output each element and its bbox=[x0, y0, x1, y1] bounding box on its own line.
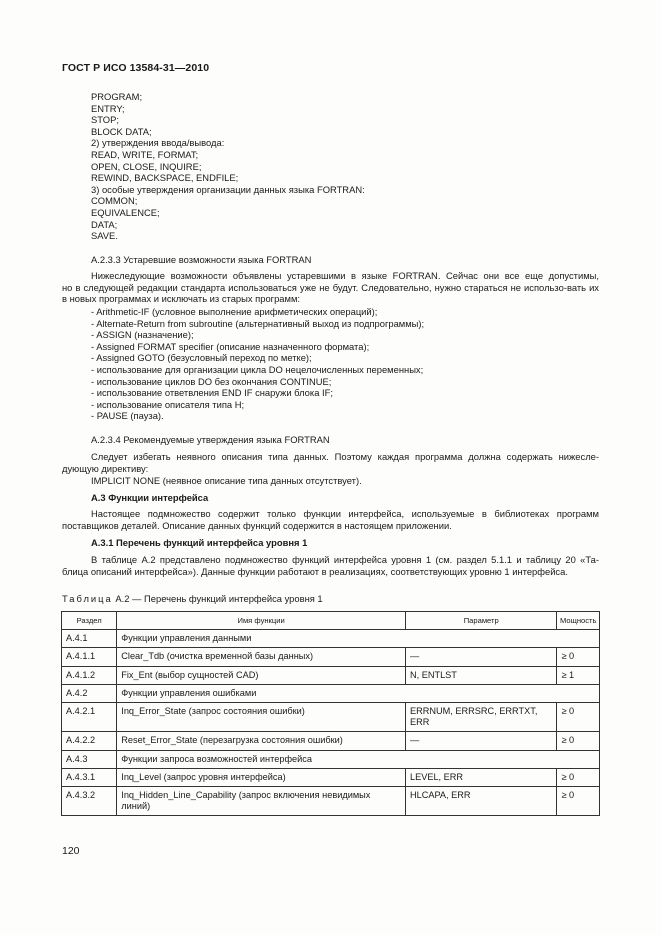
cell-parameter: N, ENTLST bbox=[405, 666, 557, 684]
table-row bbox=[62, 703, 600, 732]
header-cardinality: Мощность bbox=[557, 612, 600, 630]
section-title-a-3-1: А.3.1 Перечень функций интерфейса уровня 1 bbox=[91, 537, 308, 548]
list-item: - Arithmetic-IF (условное выполнение арифметических операций); bbox=[91, 306, 378, 317]
list-item: - PAUSE (пауза). bbox=[91, 410, 164, 422]
list-item: - Assigned FORMAT specifier (описание назначенного формата); bbox=[91, 340, 370, 352]
header-section: Раздел bbox=[62, 612, 117, 630]
section-title-a-2-3-4: А.2.3.4 Рекомендуемые утверждения языка FORTRAN bbox=[91, 434, 330, 445]
list-item: READ, WRITE, FORMAT; bbox=[91, 149, 199, 160]
paragraph-first-line: Нижеследующие возможности объявлены устаревшими в языке FORTRAN. Сейчас они все еще допустимы, bbox=[91, 270, 599, 281]
page-number: 120 bbox=[62, 845, 80, 857]
list-item: EQUIVALENCE; bbox=[91, 207, 160, 218]
table-row bbox=[62, 732, 600, 750]
cell-parameter: — bbox=[405, 648, 557, 666]
table-header-row bbox=[62, 612, 600, 630]
cell-cardinality: ≥ 0 bbox=[557, 648, 600, 666]
cell-section: А.4.2.1 bbox=[62, 703, 117, 732]
implicit-none-directive: IMPLICIT NONE (неявное описание типа данных отсутствует). bbox=[91, 475, 362, 486]
cell-function-name: Inq_Error_State (запрос состояния ошибки) bbox=[117, 703, 406, 732]
list-item: - использование циклов DO без окончания CONTINUE; bbox=[91, 375, 332, 387]
table-row bbox=[62, 684, 600, 702]
table-row bbox=[62, 666, 600, 684]
table-row bbox=[62, 750, 600, 768]
cell-parameter: LEVEL, ERR bbox=[405, 768, 557, 786]
list-item: - ASSIGN (назначение); bbox=[91, 329, 194, 341]
table-caption bbox=[62, 593, 323, 604]
list-item: COMMON; bbox=[91, 195, 138, 207]
section-title-a-3: А.3 Функции интерфейса bbox=[91, 492, 209, 503]
list-item: - использование описателя типа H; bbox=[91, 398, 245, 410]
table-row bbox=[62, 648, 600, 666]
paragraph-continuation: дующую директиву: bbox=[62, 462, 149, 474]
cell-group-title: Функции управления данными bbox=[117, 630, 600, 648]
table-caption-text: А.2 — Перечень функций интерфейса уровня 1 bbox=[112, 593, 323, 604]
cell-function-name: Clear_Tdb (очистка временной базы данных) bbox=[117, 648, 406, 666]
cell-section: А.4.2.2 bbox=[62, 732, 117, 750]
table-row bbox=[62, 768, 600, 786]
paragraph-first-line: Следует избегать неявного описания типа данных. Поэтому каждая программа должна содержать нижесле- bbox=[91, 451, 599, 462]
cell-section: А.4.1 bbox=[62, 630, 117, 648]
list-item: PROGRAM; bbox=[91, 91, 143, 102]
cell-parameter: — bbox=[405, 732, 557, 750]
cell-cardinality: ≥ 0 bbox=[557, 703, 600, 732]
list-item: 2) утверждения ввода/вывода: bbox=[91, 137, 225, 149]
list-item: - Alternate-Return from subroutine (альтернативный выход из подпрограммы); bbox=[91, 317, 425, 329]
list-item: REWIND, BACKSPACE, ENDFILE; bbox=[91, 172, 239, 184]
list-item: STOP; bbox=[91, 114, 119, 126]
document-header: ГОСТ Р ИСО 13584-31—2010 bbox=[62, 62, 210, 74]
list-item: BLOCK DATA; bbox=[91, 125, 152, 137]
table-row bbox=[62, 630, 600, 648]
list-item: SAVE. bbox=[91, 230, 118, 242]
paragraph-first-line: Настоящее подмножество содержит только функции интерфейса, используемые в библиотеках программ bbox=[91, 508, 599, 519]
section-title-a-2-3-3: А.2.3.3 Устаревшие возможности языка FORTRAN bbox=[91, 254, 312, 265]
paragraph-continuation: но в следующей редакции стандарта использоваться уже не будут. Следовательно, нужно стараться не использо-вать их в новых программах и исключать из старых программ: bbox=[62, 281, 599, 305]
list-item: 3) особые утверждения организации данных языка FORTRAN: bbox=[91, 183, 365, 195]
cell-function-name: Fix_Ent (выбор сущностей CAD) bbox=[117, 666, 406, 684]
cell-section: А.4.3.1 bbox=[62, 768, 117, 786]
paragraph-continuation: блица описаний интерфейса»). Данные функции работают в реализациях, соответствующих уровню 1 интерфейса. bbox=[62, 565, 568, 577]
cell-cardinality: ≥ 0 bbox=[557, 787, 600, 816]
cell-cardinality: ≥ 0 bbox=[557, 768, 600, 786]
interface-functions-table bbox=[61, 611, 600, 816]
paragraph-obsolete-features bbox=[62, 270, 599, 305]
header-function-name: Имя функции bbox=[117, 612, 406, 630]
table-caption-word: Таблица bbox=[62, 593, 113, 604]
cell-section: А.4.1.1 bbox=[62, 648, 117, 666]
cell-parameter: ERRNUM, ERRSRC, ERRTXT, ERR bbox=[405, 703, 557, 732]
cell-cardinality: ≥ 1 bbox=[557, 666, 600, 684]
cell-section: А.4.3.2 bbox=[62, 787, 117, 816]
list-item: - использование ответвления END IF снаружи блока IF; bbox=[91, 387, 333, 399]
cell-section: А.4.3 bbox=[62, 750, 117, 768]
paragraph-first-line: В таблице А.2 представлено подмножество функций интерфейса уровня 1 (см. раздел 5.1.1 и таблицу 20 «Та- bbox=[91, 554, 599, 565]
cell-group-title: Функции запроса возможностей интерфейса bbox=[117, 750, 600, 768]
paragraph-continuation: поставщиков деталей. Описание данных функций содержится в настоящем приложении. bbox=[62, 519, 452, 531]
cell-group-title: Функции управления ошибками bbox=[117, 684, 600, 702]
cell-function-name: Inq_Hidden_Line_Capability (запрос включения невидимых линий) bbox=[117, 787, 406, 816]
list-item: ENTRY; bbox=[91, 102, 125, 114]
cell-parameter: HLCAPA, ERR bbox=[405, 787, 557, 816]
cell-function-name: Reset_Error_State (перезагрузка состояния ошибки) bbox=[117, 732, 406, 750]
table-row bbox=[62, 787, 600, 816]
list-item: - Assigned GOTO (безусловный переход по метке); bbox=[91, 352, 312, 364]
cell-function-name: Inq_Level (запрос уровня интерфейса) bbox=[117, 768, 406, 786]
list-item: DATA; bbox=[91, 218, 118, 230]
list-item: OPEN, CLOSE, INQUIRE; bbox=[91, 160, 202, 172]
paragraph-level-1 bbox=[62, 554, 599, 577]
cell-section: А.4.2 bbox=[62, 684, 117, 702]
paragraph-implicit bbox=[62, 451, 599, 474]
header-parameter: Параметр bbox=[405, 612, 557, 630]
paragraph-interface-functions bbox=[62, 508, 599, 531]
cell-section: А.4.1.2 bbox=[62, 666, 117, 684]
list-item: - использование для организации цикла DO нецелочисленных переменных; bbox=[91, 364, 424, 375]
cell-cardinality: ≥ 0 bbox=[557, 732, 600, 750]
